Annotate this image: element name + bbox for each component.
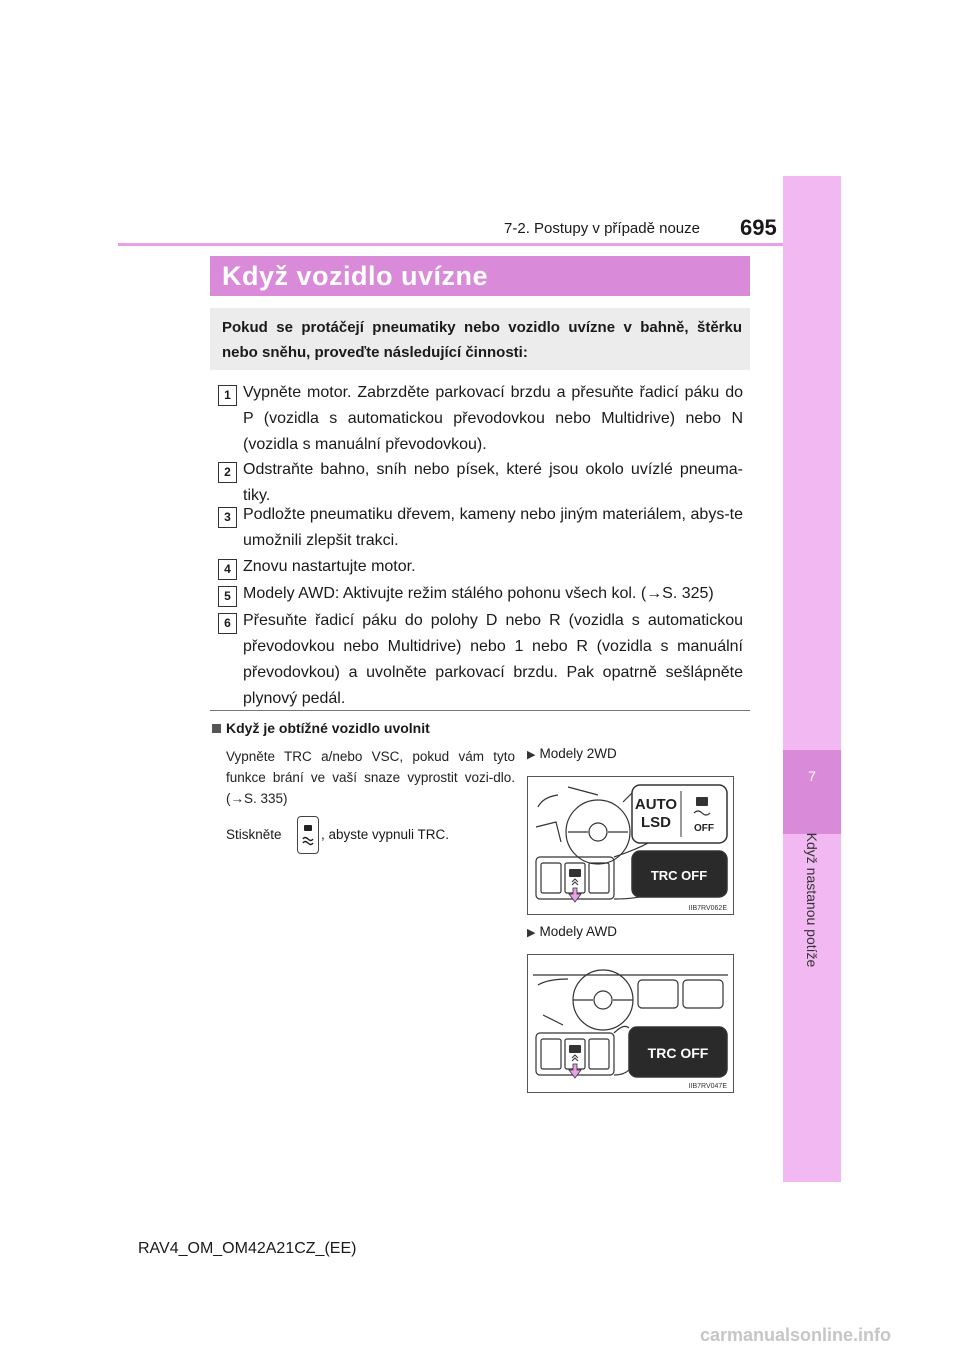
intro-text: Pokud se protáčejí pneumatiky nebo vozidlo uvízne v bahně, štěrku nebo sněhu, proveďte následující činnosti: xyxy=(222,319,742,361)
auto-lsd-bottom: LSD xyxy=(641,814,671,831)
chapter-side-tab-active xyxy=(783,750,841,834)
model-label-2wd xyxy=(527,746,617,761)
watermark: carmanualsonline.info xyxy=(700,1325,892,1345)
press-instruction-prefix: Stiskněte xyxy=(226,827,282,842)
document-footer: RAV4_OM_OM42A21CZ_(EE) xyxy=(138,1240,357,1257)
chapter-label: Když nastanou potíže xyxy=(804,832,820,968)
square-bullet-icon xyxy=(212,724,221,733)
triangle-bullet-icon: ▶ xyxy=(527,927,536,939)
dashboard-awd-drawing xyxy=(528,955,733,1092)
step-text: Odstraňte bahno, sníh nebo písek, které jsou okolo uvízlé pneuma-tiky. xyxy=(243,461,743,504)
step-text: Modely AWD: Aktivujte režim stálého pohonu všech kol. (→S. 325) xyxy=(243,585,714,602)
trc-off-label: TRC OFF xyxy=(650,868,708,883)
step-text: Vypněte motor. Zabrzděte parkovací brzdu a přesuňte řadicí páku do P (vozidla s automatickou převodovkou nebo Multidrive) nebo N (vozidla s manuální převodovkou). xyxy=(243,384,743,453)
header-rule xyxy=(118,243,783,246)
off-label: OFF xyxy=(694,823,714,834)
trc-off-label: TRC OFF xyxy=(647,1045,709,1061)
section-divider xyxy=(210,710,750,711)
illustration-code: IIB7RV062E xyxy=(688,905,727,912)
auto-lsd-top: AUTO xyxy=(634,796,678,813)
step-text: Podložte pneumatiku dřevem, kameny nebo jiným materiálem, abys-te umožnili zlepšit trakci. xyxy=(243,506,743,549)
illustration-code: IIB7RV047E xyxy=(688,1083,727,1090)
model-label-text: Modely 2WD xyxy=(539,746,617,761)
step-number: 4 xyxy=(218,559,237,580)
chapter-number: 7 xyxy=(808,768,816,784)
step-number: 3 xyxy=(218,507,237,528)
model-label-awd xyxy=(527,924,617,939)
page-number: 695 xyxy=(740,215,777,240)
step-text: Přesuňte řadicí páku do polohy D nebo R (vozidla s automatickou převodovkou nebo Multidrive) nebo 1 nebo R (vozidla s manuální převodovkou) a uvolněte parkovací brzdu. Pak opatrně sešlápněte plynový pedál. xyxy=(243,612,743,707)
model-label-text: Modely AWD xyxy=(539,924,617,939)
step-number: 2 xyxy=(218,462,237,483)
dashboard-2wd-drawing xyxy=(528,777,733,914)
press-instruction-suffix: , abyste vypnuli TRC. xyxy=(321,827,450,842)
chapter-side-tab xyxy=(783,176,841,1182)
subsection-heading: Když je obtížné vozidlo uvolnit xyxy=(226,720,430,736)
step-number: 5 xyxy=(218,586,237,607)
subsection-body: Vypněte TRC a/nebo VSC, pokud vám tyto funkce brání ve vaší snaze vyprostit vozi-dlo. (→S. 335) xyxy=(226,749,515,806)
illustration-awd xyxy=(527,954,734,1093)
step-number: 6 xyxy=(218,613,237,634)
trc-button-icon xyxy=(297,816,319,854)
section-heading: 7-2. Postupy v případě nouze xyxy=(504,220,700,237)
triangle-bullet-icon: ▶ xyxy=(527,749,536,761)
page-title: Když vozidlo uvízne xyxy=(222,261,489,291)
illustration-2wd xyxy=(527,776,734,915)
step-number: 1 xyxy=(218,385,237,406)
step-text: Znovu nastartujte motor. xyxy=(243,558,416,575)
